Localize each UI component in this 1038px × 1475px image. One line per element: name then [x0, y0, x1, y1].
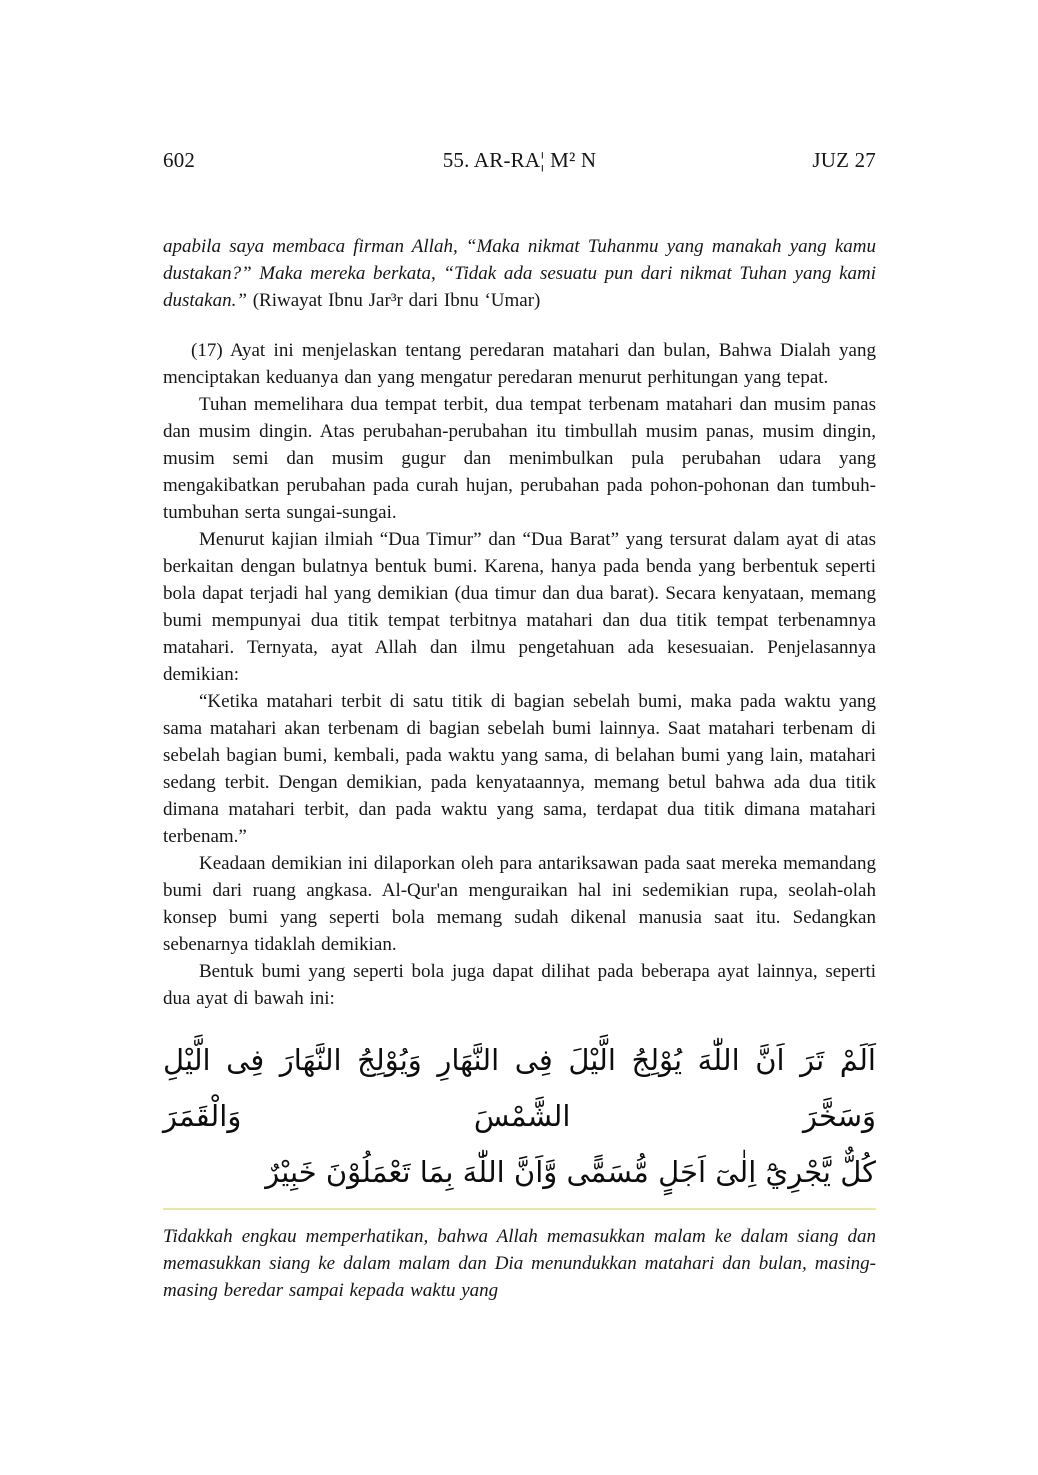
tafsir-paragraph: Tuhan memelihara dua tempat terbit, dua tempat terbenam matahari dan musim panas dan musim dingin. Atas perubahan-perubahan itu timbullah musim panas, musim dingin, musim semi dan musim gugur dan menimbulkan pula perubahan udara yang mengakibatkan perubahan pada curah hujan, perubahan pada pohon-pohonan dan tumbuh-tumbuhan serta sungai-sungai.: [163, 394, 876, 523]
hadith-citation: (Riwayat Ibnu Jar³r dari Ibnu ‘Umar): [246, 290, 541, 311]
hadith-quote-text: apabila saya membaca firman Allah, “Maka nikmat Tuhanmu yang manakah yang kamu dustakan?” Maka mereka berkata, “Tidak ada sesuatu pun dari nikmat Tuhan yang kami dustakan.”: [163, 236, 876, 311]
tafsir-paragraph: “Ketika matahari terbit di satu titik di bagian sebelah bumi, maka pada waktu yang sama matahari akan terbenam di bagian sebelah bumi lainnya. Saat matahari terbenam di sebelah bagian bumi, kembali, pada waktu yang sama, di belahan bumi yang lain, matahari sedang terbit. Dengan demikian, pada kenyataannya, memang betul bahwa ada dua titik dimana matahari terbit, dan pada waktu yang sama, terdapat dua titik dimana matahari terbenam.”: [163, 691, 876, 847]
tafsir-paragraph: (17) Ayat ini menjelaskan tentang peredaran matahari dan bulan, Bahwa Dialah yang menciptakan keduanya dan yang mengatur peredaran menurut perhitungan yang tepat.: [163, 340, 876, 388]
page-content: [163, 148, 876, 1304]
arabic-verse: [163, 1032, 876, 1200]
page-number: 602: [163, 148, 196, 172]
arabic-verse-line-2: كُلٌّ يَّجْرِيْٓ اِلٰىٓ اَجَلٍ مُّسَمًّى وَّاَنَّ اللّٰهَ بِمَا تَعْمَلُوْنَ خَبِيْرٌ: [265, 1155, 876, 1189]
tafsir-paragraph: Menurut kajian ilmiah “Dua Timur” dan “Dua Barat” yang tersurat dalam ayat di atas berkaitan dengan bulatnya bentuk bumi. Karena, hanya pada benda yang berbentuk seperti bola dapat terjadi hal yang demikian (dua timur dan dua barat). Secara kenyataan, memang bumi mempunyai dua titik tempat terbitnya matahari dan dua titik tempat terbenamnya matahari. Ternyata, ayat Allah dan ilmu pengetahuan ada kesesuaian. Penjelasannya demikian:: [163, 529, 876, 685]
page-body: [163, 233, 876, 1304]
hadith-quote-paragraph: [163, 233, 876, 314]
verse-translation-paragraph: Tidakkah engkau memperhatikan, bahwa Allah memasukkan malam ke dalam siang dan memasukkan siang ke dalam malam dan Dia menundukkan matahari dan bulan, masing-masing beredar sampai kepada waktu yang: [163, 1226, 876, 1301]
tafsir-paragraph: Keadaan demikian ini dilaporkan oleh para antariksawan pada saat mereka memandang bumi dari ruang angkasa. Al-Qur'an menguraikan hal ini sedemikian rupa, seolah-olah konsep bumi yang seperti bola memang sudah dikenal manusia saat itu. Sedangkan sebenarnya tidaklah demikian.: [163, 853, 876, 955]
juz-label: JUZ 27: [812, 148, 876, 172]
chapter-title: 55. AR-RA¦ M² N: [442, 148, 597, 172]
arabic-verse-line-1: اَلَمْ تَرَ اَنَّ اللّٰهَ يُوْلِجُ الَّيْلَ فِى النَّهَارِ وَيُوْلِجُ النَّهَارَ فِى الَّيْلِ وَسَخَّرَ الشَّمْسَ وَالْقَمَرَ: [163, 1043, 876, 1133]
highlight-rule-divider: [163, 1208, 876, 1210]
page-header: [163, 148, 876, 173]
tafsir-paragraph: Bentuk bumi yang seperti bola juga dapat dilihat pada beberapa ayat lainnya, seperti dua ayat di bawah ini:: [163, 961, 876, 1009]
